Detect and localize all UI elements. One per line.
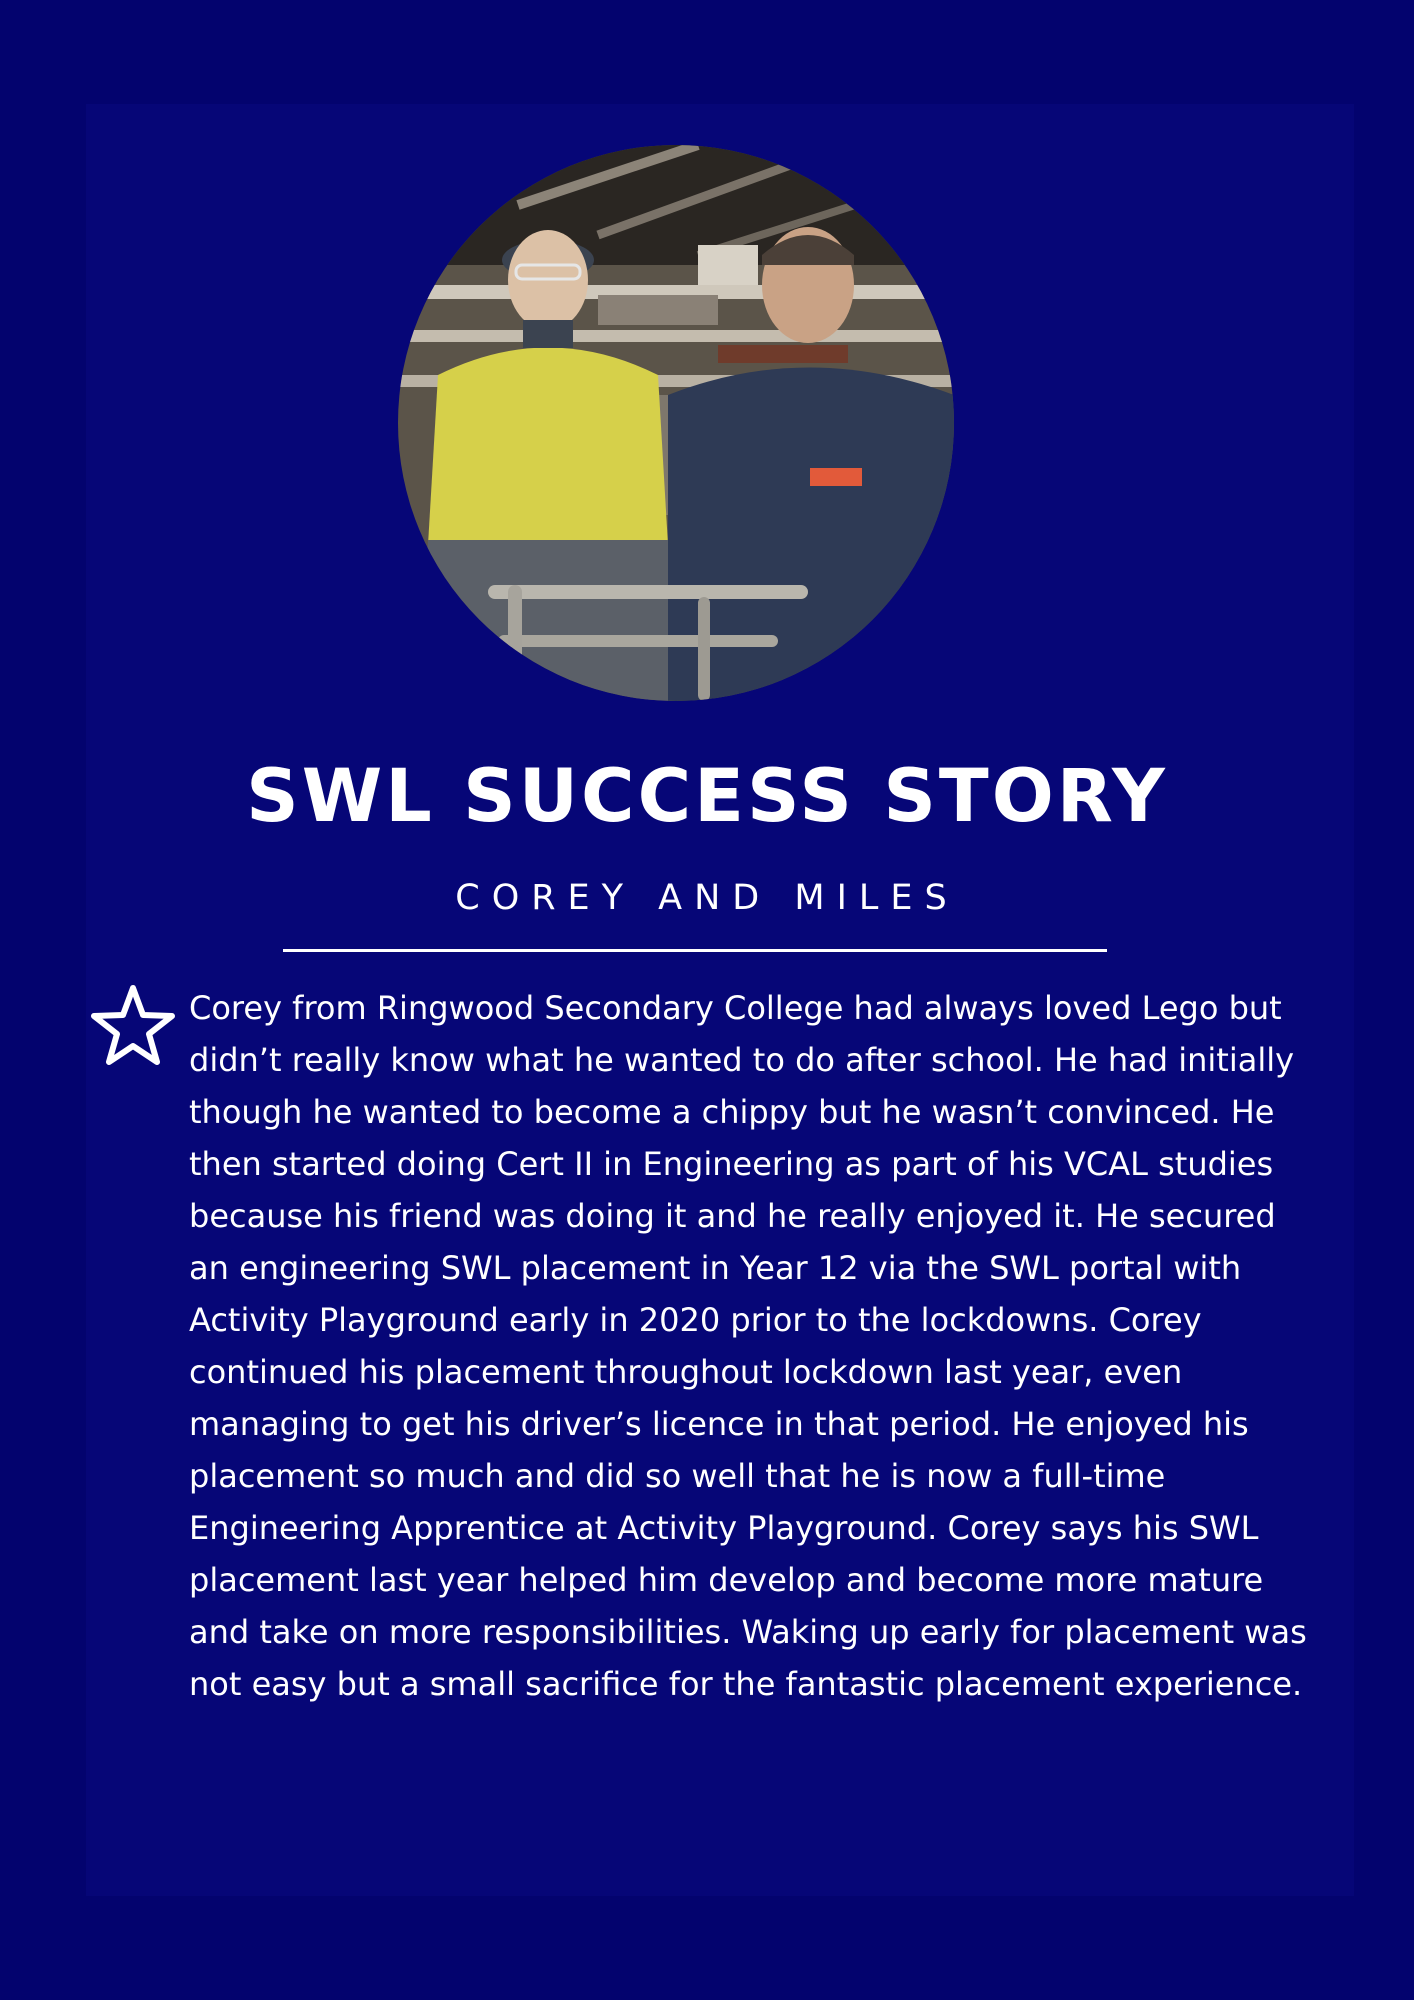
page-title: SWL SUCCESS STORY [246, 754, 1168, 839]
divider [283, 949, 1107, 952]
star-icon [90, 982, 176, 1068]
page-subtitle: COREY AND MILES [455, 878, 959, 918]
profile-photo [398, 145, 954, 701]
story-text: Corey from Ringwood Secondary College had always loved Lego but didn’t really know what he wanted to do after school. He had initially though he wanted to become a chippy but he wasn’t convinced. He then started doing Cert II in Engineering as part of his VCAL studies because his friend was doing it and he really enjoyed it. He secured an engineering SWL placement in Year 12 via the SWL portal with Activity Playground early in 2020 prior to the lockdowns. Corey continued his placement throughout lockdown last year, even managing to get his driver’s licence in that period. He enjoyed his placement so much and did so well that he is now a full-time Engineering Apprentice at Activity Playground. Corey says his SWL placement last year helped him develop and become more mature and take on more responsibilities. Waking up early for placement was not easy but a small sacrifice for the fantastic placement experience. [189, 989, 1307, 1703]
